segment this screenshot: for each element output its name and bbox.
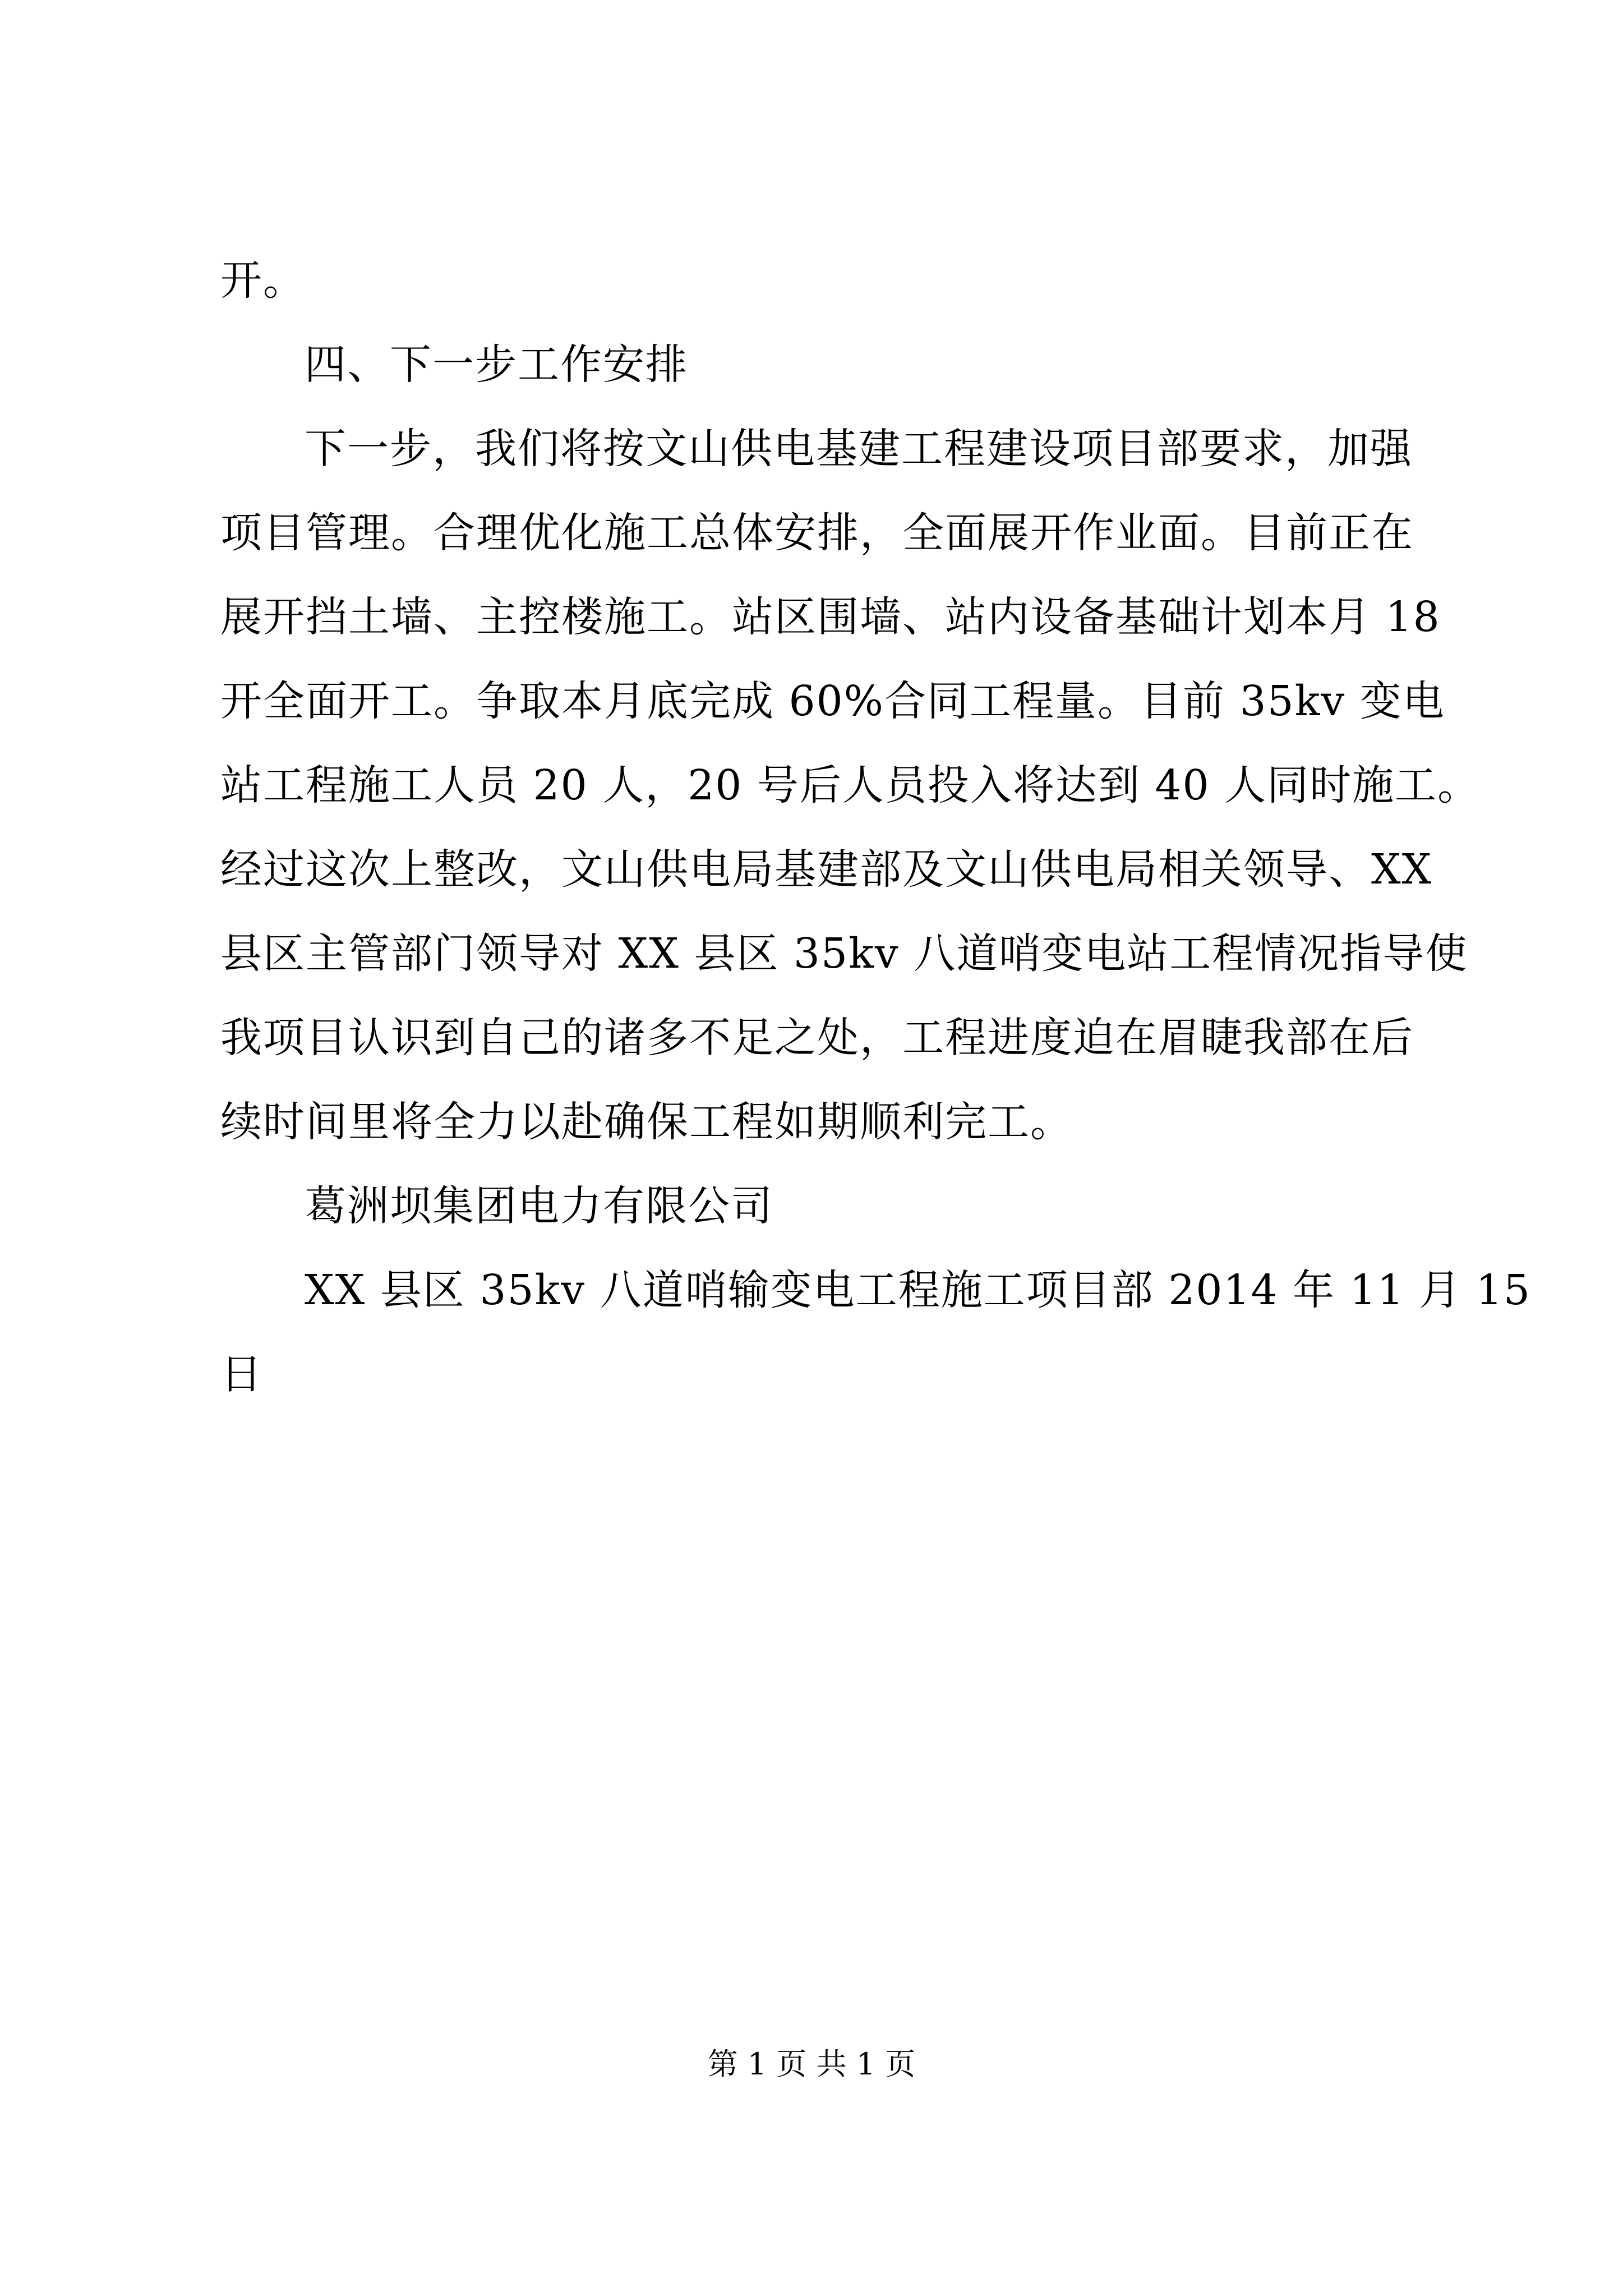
body-text: [220, 238, 1531, 1416]
section-heading: 四、下一步工作安排: [305, 341, 688, 389]
text-line: 我项目认识到自己的诸多不足之处，工程进度迫在眉睫我部在后: [220, 1014, 1414, 1062]
text-line: 开。: [220, 256, 306, 305]
signature-department-date: XX 县区 35kv 八道哨输变电工程施工项目部 2014 年 11 月 15: [305, 1266, 1531, 1314]
page-footer: [0, 2042, 1623, 2087]
text-line: 经过这次上整改，文山供电局基建部及文山供电局相关领导、XX: [220, 845, 1433, 894]
page-number-label: 第 1 页 共 1 页: [707, 2046, 916, 2082]
text-line: 开全面开工。争取本月底完成 60%合同工程量。目前 35kv 变电: [220, 677, 1445, 725]
signature-company: 葛洲坝集团电力有限公司: [305, 1182, 773, 1230]
text-line: 站工程施工人员 20 人，20 号后人员投入将达到 40 人同时施工。: [220, 761, 1481, 809]
text-line: 县区主管部门领导对 XX 县区 35kv 八道哨变电站工程情况指导使: [220, 930, 1468, 978]
text-line: 续时间里将全力以赴确保工程如期顺利完工。: [220, 1098, 1073, 1146]
text-line: 下一步，我们将按文山供电基建工程建设项目部要求，加强: [305, 425, 1413, 473]
signature-date-end: 日: [220, 1350, 263, 1398]
text-line: 项目管理。合理优化施工总体安排，全面展开作业面。目前正在: [220, 509, 1414, 557]
text-line: 展开挡土墙、主控楼施工。站区围墙、站内设备基础计划本月 18: [220, 593, 1441, 641]
